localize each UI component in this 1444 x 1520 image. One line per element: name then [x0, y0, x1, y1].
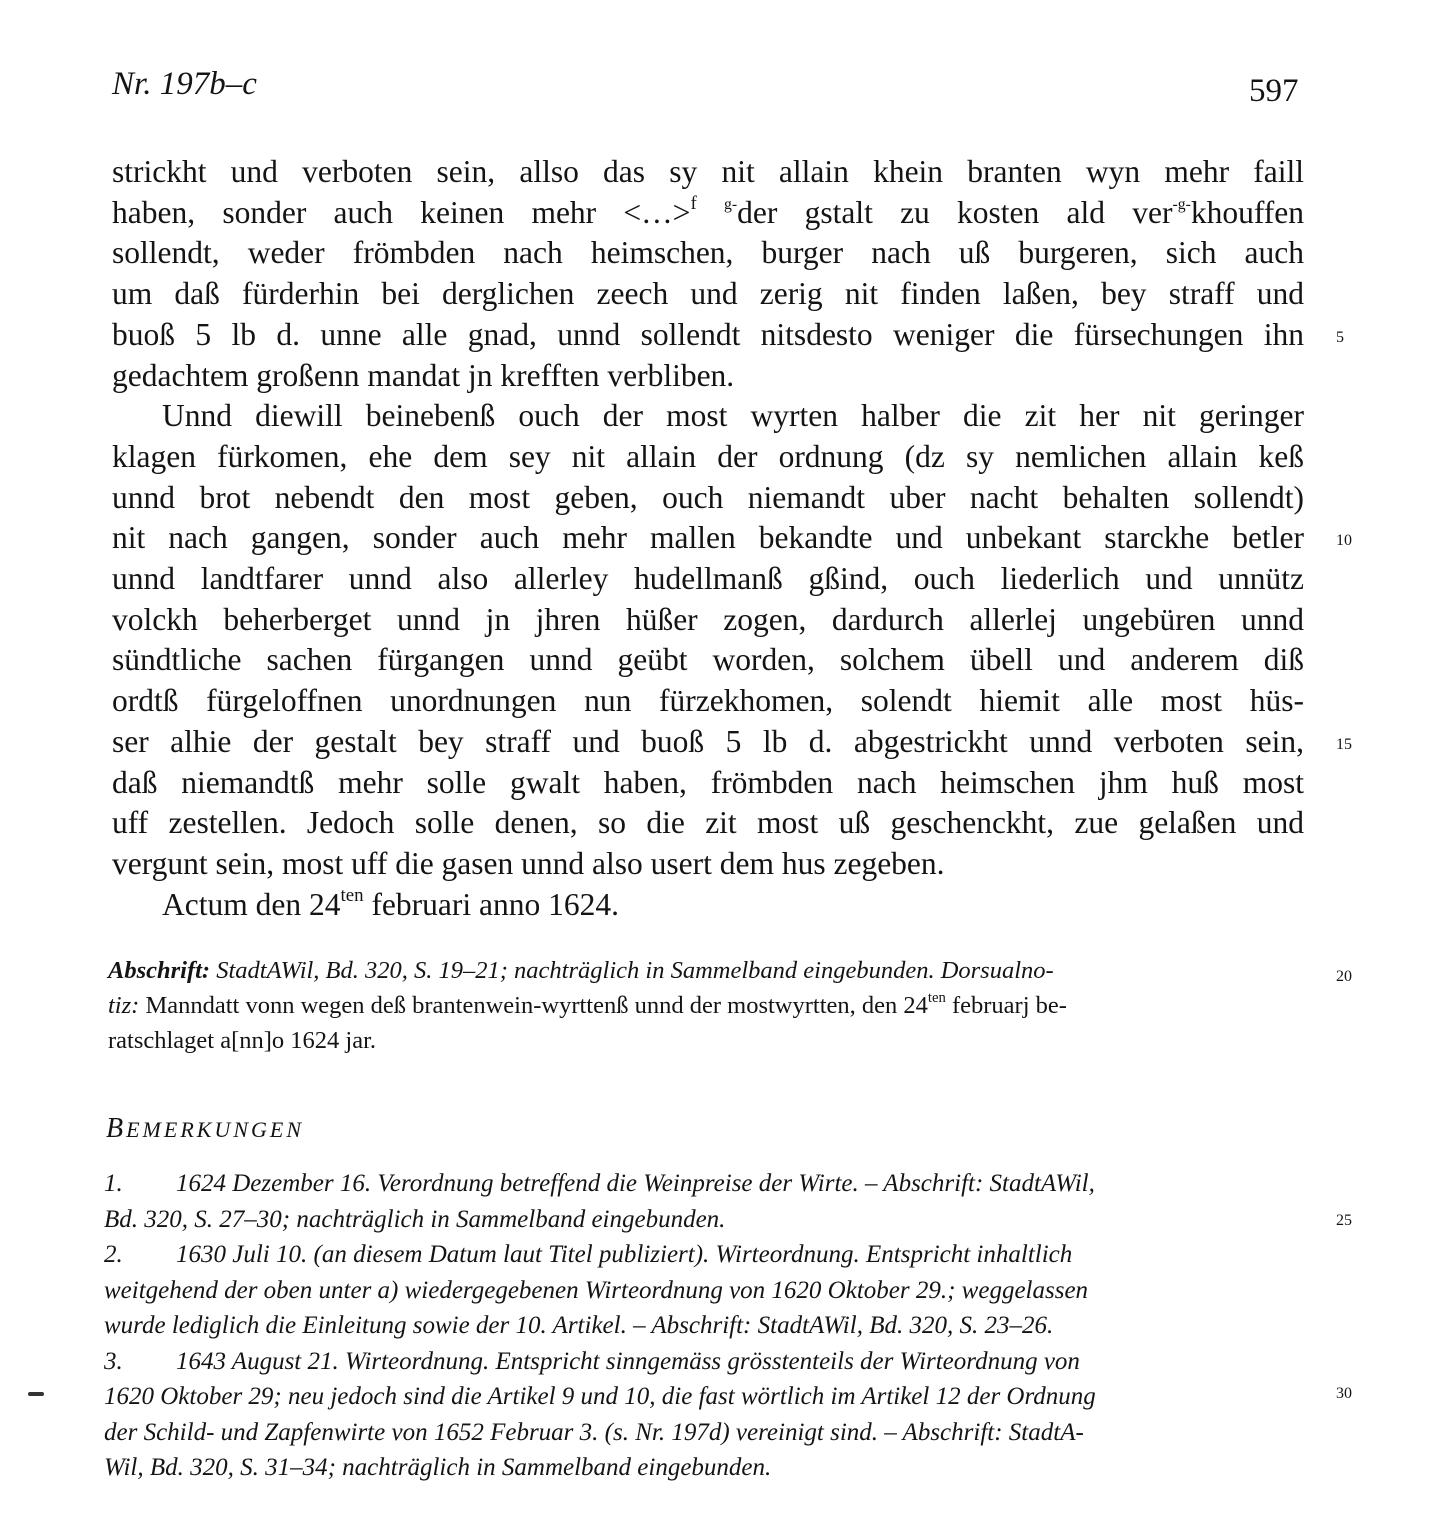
text-line: unnd landtfarer unnd also allerley hudellmanß gßind, ouch liederlich und unnütz	[112, 561, 1304, 597]
text-fragment: der gstalt zu kosten ald ver	[737, 194, 1173, 230]
text-line: daß niemandtß mehr solle gwalt haben, frömbden nach heimschen jhm huß most	[112, 764, 1304, 800]
source-label: Abschrift:	[108, 957, 211, 984]
dorsual-label: tiz:	[108, 992, 140, 1019]
line-number: 5	[1336, 329, 1344, 346]
closing-line	[112, 885, 1304, 926]
remark-item	[104, 1166, 1296, 1237]
closing-superscript: ten	[340, 884, 364, 906]
footnote-marker-g-end: -g-	[1172, 195, 1191, 213]
text-line: vergunt sein, most uff die gasen unnd also usert dem hus zegeben.	[112, 845, 945, 881]
closing-text: Actum den 24	[162, 886, 341, 922]
text-line: unnd brot nebendt den most geben, ouch niemandt uber nacht behalten sollendt)	[112, 479, 1304, 515]
closing-text: februari anno 1624.	[363, 886, 619, 922]
text-line	[112, 193, 1304, 234]
footnote-marker-g-start: g-	[724, 195, 738, 213]
remark-number: 3.	[104, 1347, 123, 1375]
line-number: 20	[1336, 968, 1352, 985]
footnote-marker-f: f	[690, 192, 697, 214]
remark-number: 1.	[104, 1170, 123, 1197]
text-line: Unnd diewill beinebenß ouch der most wyrten halber die zit her nit geringer	[162, 398, 1304, 434]
dorsual-superscript: ten	[927, 989, 946, 1006]
text-fragment: khouffen	[1190, 194, 1304, 230]
text-line: sollendt, weder frömbden nach heimschen, burger nach uß burgeren, sich auch	[112, 235, 1304, 271]
remarks-list	[104, 1166, 1296, 1486]
text-line: sündtliche sachen fürgangen unnd geübt worden, solchem übell und anderem diß	[112, 642, 1304, 678]
remark-line	[104, 1344, 1296, 1380]
remark-line	[104, 1237, 1296, 1273]
remark-item	[104, 1237, 1296, 1344]
text-line: buoß 5 lb d. unne alle gnad, unnd sollendt nitsdesto weniger die fürsechungen ihn	[112, 316, 1304, 352]
text-line: strickht und verboten sein, allso das sy nit allain khein branten wyn mehr faill	[112, 154, 1304, 189]
text-line: uff zestellen. Jedoch solle denen, so die zit most uß geschenckht, zue gelaßen und	[112, 805, 1304, 841]
remark-line: 1620 Oktober 29; neu jedoch sind die Artikel 9 und 10, die fast wörtlich im Artikel 12 der Ordnung	[104, 1383, 1096, 1410]
dorsual-text: Manndatt vonn wegen deß brantenwein-wyrttenß unnd der mostwyrtten, den 24	[139, 992, 928, 1019]
line-number: 10	[1336, 532, 1352, 549]
remark-line: Bd. 320, S. 27–30; nachträglich in Sammelband eingebunden.	[104, 1205, 726, 1233]
source-note-line: ratschlaget a[nn]o 1624 jar.	[108, 1027, 377, 1054]
remark-text: 1624 Dezember 16. Verordnung betreffend die Weinpreise der Wirte. – Abschrift: StadtAWil,	[176, 1170, 1095, 1197]
remark-line: weitgehend der oben unter a) wiedergegebenen Wirteordnung von 1620 Oktober 29.; weggelassen	[104, 1276, 1089, 1304]
text-line: volckh beherberget unnd jn jhren hüßer zogen, dardurch allerlej ungebüren unnd	[112, 601, 1304, 637]
remarks-heading	[106, 1113, 304, 1145]
remark-line: der Schild- und Zapfenwirte von 1652 Februar 3. (s. Nr. 197d) vereinigt sind. – Abschrift: StadtA-	[104, 1418, 1084, 1446]
page-number: 597	[1249, 73, 1299, 109]
line-number: 30	[1336, 1385, 1352, 1402]
text-line: um daß fürderhin bei derglichen zeech und zerig nit finden laßen, bey straff und	[112, 276, 1304, 312]
line-number: 25	[1336, 1212, 1352, 1229]
source-note-line	[108, 953, 1298, 988]
remark-number: 2.	[104, 1241, 123, 1268]
dorsual-text: februarj be-	[945, 992, 1067, 1019]
source-note	[108, 953, 1298, 1058]
text-line: ser alhie der gestalt bey straff und buoß 5 lb d. abgestrickht unnd verboten sein,	[112, 723, 1304, 759]
text-line: gedachtem großenn mandat jn krefften verbliben.	[112, 357, 735, 393]
remark-line	[104, 1166, 1296, 1202]
text-line: ordtß fürgeloffnen unordnungen nun fürzekhomen, solendt hiemit alle most hüs-	[112, 683, 1304, 719]
scan-mark	[28, 1392, 44, 1396]
remark-line: Wil, Bd. 320, S. 31–34; nachträglich in Sammelband eingebunden.	[104, 1454, 772, 1481]
source-note-line	[108, 988, 1298, 1023]
source-reference: StadtAWil, Bd. 320, S. 19–21; nachträglich in Sammelband eingebunden. Dorsualno-	[210, 957, 1054, 984]
remark-line: wurde lediglich die Einleitung sowie der 10. Artikel. – Abschrift: StadtAWil, Bd. 320, S. 23–26.	[104, 1312, 1054, 1339]
text-line: nit nach gangen, sonder auch mehr mallen bekandte und unbekant starckhe betler	[112, 520, 1304, 556]
text-line: klagen fürkomen, ehe dem sey nit allain der ordnung (dz sy nemlichen allain keß	[112, 438, 1304, 474]
line-number: 15	[1336, 736, 1352, 753]
running-head: Nr. 197b–c	[112, 66, 257, 102]
remark-text: 1630 Juli 10. (an diesem Datum laut Titel publiziert). Wirteordnung. Entspricht inhaltlich	[176, 1241, 1073, 1268]
text-fragment: haben, sonder auch keinen mehr <…>	[112, 194, 691, 230]
remarks-heading-rest: EMERKUNGEN	[126, 1117, 304, 1142]
remarks-heading-initial: B	[106, 1113, 127, 1144]
main-text	[112, 152, 1304, 925]
remark-item	[104, 1344, 1296, 1486]
remark-text: 1643 August 21. Wirteordnung. Entspricht sinngemäss grösstenteils der Wirteordnung von	[176, 1347, 1080, 1375]
